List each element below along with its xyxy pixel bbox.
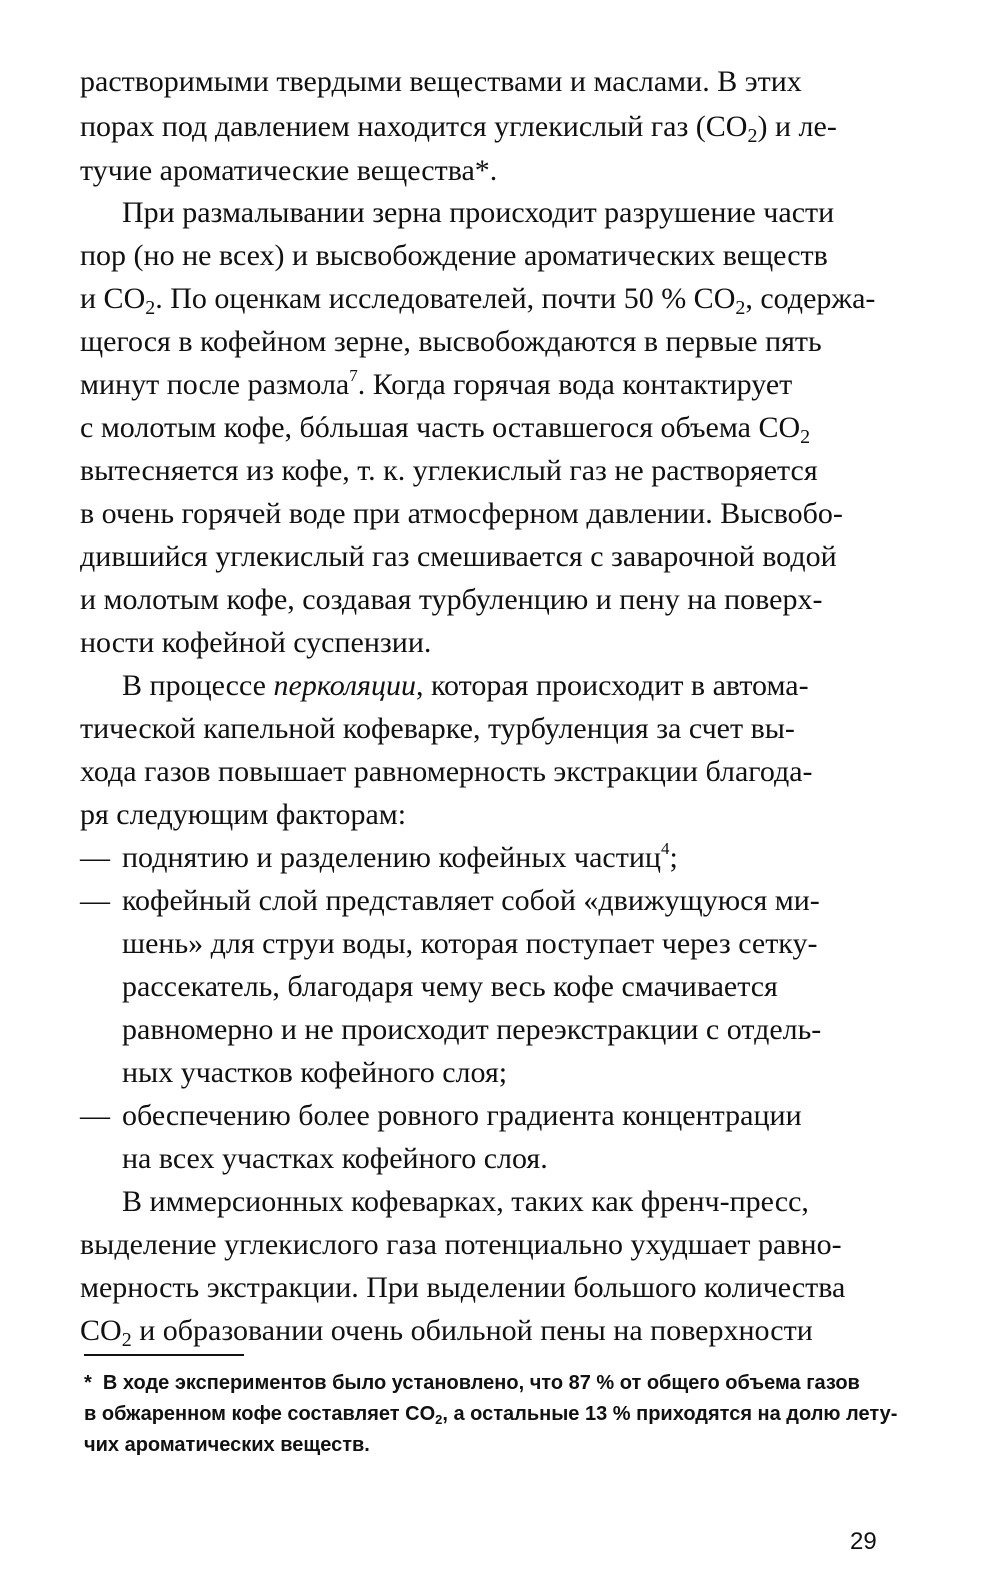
text-line: тической капельной кофеварке, турбуленция за счет вы- (80, 712, 795, 745)
subscript: 2 (121, 1329, 132, 1351)
text-line: щегося в кофейном зерне, высвобождаются в первые пять (80, 325, 822, 358)
text-line: дившийся углекислый газ смешивается с заварочной водой (80, 540, 837, 573)
footnote-ref: 4 (660, 839, 670, 858)
text-line: хода газов повышает равномерность экстракции благода- (80, 755, 813, 788)
italic-term: перколяции (273, 669, 416, 702)
text-line: шень» для струи воды, которая поступает через сетку- (122, 927, 818, 960)
text-line: мерность экстракции. При выделении большого количества (80, 1271, 846, 1304)
text-line: ности кофейной суспензии. (80, 626, 432, 659)
subscript: 2 (145, 297, 156, 319)
text-line: и $CO_2$. По оценкам исследователей, почти 50 % $CO_2$, содержа- (80, 282, 876, 319)
text-line: тучие ароматические вещества*. (80, 154, 498, 187)
text-line: выделение углекислого газа потенциально ухудшает равно- (80, 1228, 842, 1261)
text-line: порах под давлением находится углекислый газ $(CO_2)$ и ле- (80, 110, 837, 147)
footnote-divider (84, 1354, 244, 1356)
subscript: 2 (800, 426, 811, 448)
text-line: равномерно и не происходит переэкстракции с отдель- (122, 1013, 822, 1046)
text-line: с молотым кофе, бóльшая часть оставшегося объема $CO_2$ (80, 411, 811, 448)
footnote-ref: 7 (349, 366, 358, 385)
list-bullet: — (80, 841, 110, 874)
footnote-line: чих ароматических веществ. (84, 1434, 370, 1456)
text-line: пор (но не всех) и высвобождение ароматических веществ (80, 239, 828, 272)
paragraph-start: В процессе перколяции, которая происходит в автома- (122, 669, 809, 702)
text-line: рассекатель, благодаря чему весь кофе смачивается (122, 970, 778, 1003)
text-line: на всех участках кофейного слоя. (122, 1142, 548, 1175)
list-item: обеспечению более ровного градиента концентрации (122, 1099, 802, 1132)
subscript: 2 (735, 297, 746, 319)
text-line: в очень горячей воде при атмосферном давлении. Высвобо- (80, 497, 843, 530)
list-bullet: — (80, 884, 110, 917)
paragraph-start: При размалывании зерна происходит разрушение части (122, 196, 835, 229)
text-line: ных участков кофейного слоя; (122, 1056, 508, 1089)
footnote-line: в обжаренном кофе составляет $CO_2$, а остальные 13 % приходятся на долю лету- (84, 1403, 898, 1427)
text-line: $CO_2$ и образовании очень обильной пены на поверхности (80, 1314, 813, 1351)
paragraph-start: В иммерсионных кофеварках, таких как френч-пресс, (122, 1185, 809, 1218)
text-line: и молотым кофе, создавая турбуленцию и пену на поверх- (80, 583, 823, 616)
subscript: 2 (747, 125, 758, 147)
text-line: минут после размола$^7$. Когда горячая вода контактирует (80, 366, 793, 401)
subscript: 2 (435, 1412, 443, 1427)
footnote-line: * В ходе экспериментов было установлено, что 87 % от общего объема газов (84, 1372, 860, 1394)
text-line: растворимыми твердыми веществами и маслами. В этих (80, 65, 802, 98)
text-line: ря следующим факторам: (80, 798, 407, 831)
page-number: 29 (850, 1528, 877, 1555)
list-item: поднятию и разделению кофейных частиц$^4$; (122, 839, 678, 874)
list-item: кофейный слой представляет собой «движущуюся ми- (122, 884, 820, 917)
list-bullet: — (80, 1099, 110, 1132)
text-line: вытесняется из кофе, т. к. углекислый газ не растворяется (80, 454, 818, 487)
